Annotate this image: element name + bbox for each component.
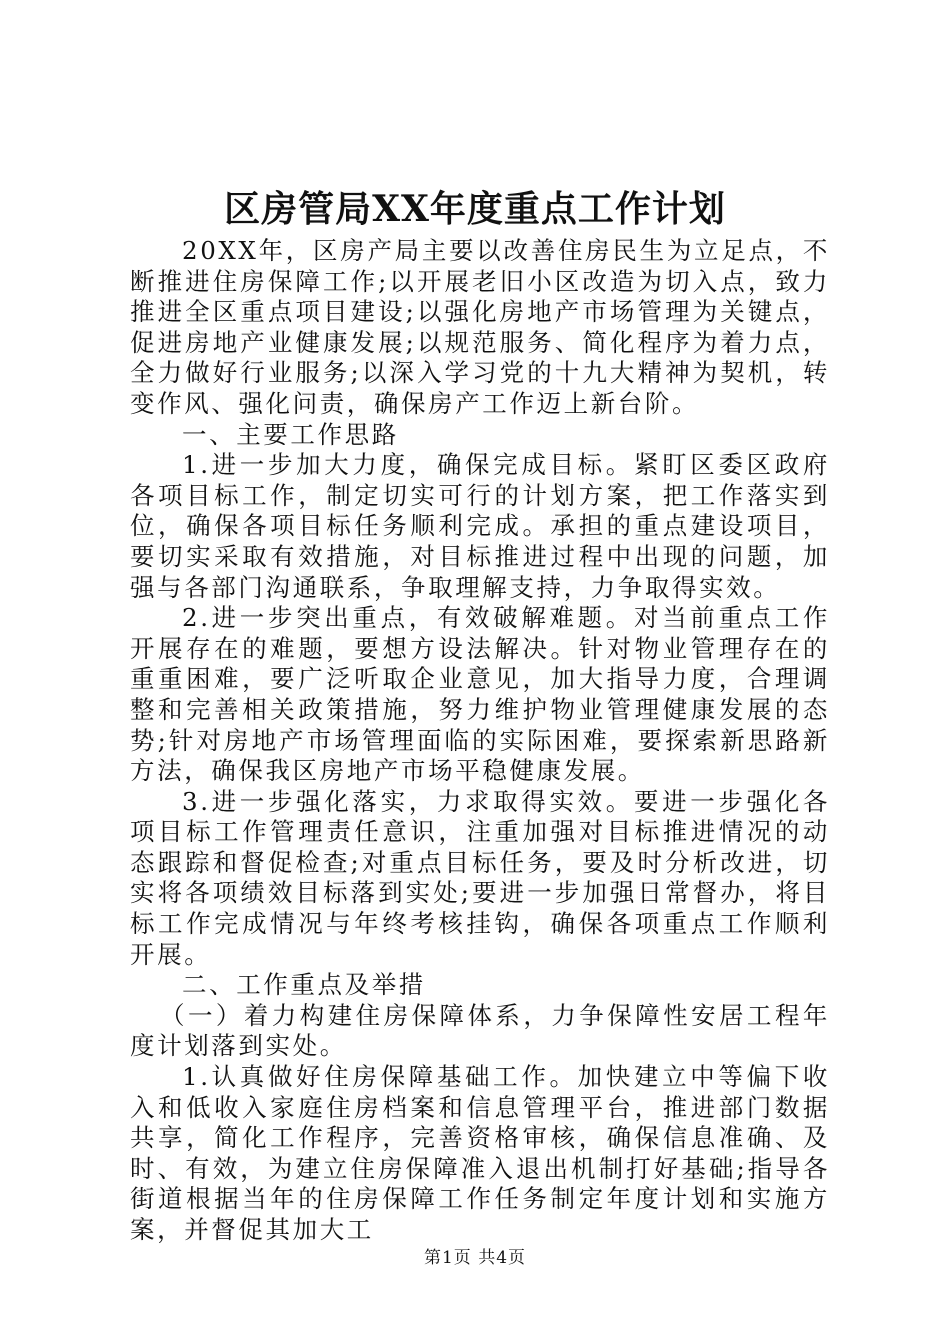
intro-paragraph: 20XX年，区房产局主要以改善住房民生为立足点，不断推进住房保障工作;以开展老旧小区改造为切入点，致力推进全区重点项目建设;以强化房地产市场管理为关键点，促进房地产业健康发展;以规范服务、简化程序为着力点，全力做好行业服务;以深入学习党的十九大精神为契机，转变作风、强化问责，确保房产工作迈上新台阶。	[130, 236, 830, 418]
document-body	[130, 236, 830, 1246]
section-heading-2: 二、工作重点及举措	[182, 970, 426, 1000]
page-footer: 第1页 共4页	[423, 1248, 527, 1268]
paragraph-item-3: 3.进一步强化落实，力求取得实效。要进一步强化各项目标工作管理责任意识，注重加强对目标推进情况的动态跟踪和督促检查;对重点目标任务，要及时分析改进，切实将各项绩效目标落到实处;要进一步加强日常督办，将目标工作完成情况与年终考核挂钩，确保各项重点工作顺利开展。	[130, 786, 830, 969]
paragraph-item-1: 1.进一步加大力度，确保完成目标。紧盯区委区政府各项目标工作，制定切实可行的计划方案，把工作落实到位，确保各项目标任务顺利完成。承担的重点建设项目，要切实采取有效措施，对目标推进过程中出现的问题，加强与各部门沟通联系，争取理解支持，力争取得实效。	[130, 450, 830, 602]
section-heading-1: 一、主要工作思路	[182, 419, 399, 449]
document-title: 区房管局XX年度重点工作计划	[224, 188, 726, 230]
subsection-heading-1: （一）着力构建住房保障体系，力争保障性安居工程年度计划落到实处。	[130, 1000, 830, 1061]
paragraph-subitem-1: 1.认真做好住房保障基础工作。加快建立中等偏下收入和低收入家庭住房档案和信息管理平台，推进部门数据共享，简化工作程序，完善资格审核，确保信息准确、及时、有效，为建立住房保障准入退出机制打好基础;指导各街道根据当年的住房保障工作任务制定年度计划和实施方案，并督促其加大工	[130, 1062, 830, 1244]
paragraph-item-2: 2.进一步突出重点，有效破解难题。对当前重点工作开展存在的难题，要想方设法解决。针对物业管理存在的重重困难，要广泛听取企业意见，加大指导力度，合理调整和完善相关政策措施，努力维护物业管理健康发展的态势;针对房地产市场管理面临的实际困难，要探索新思路新方法，确保我区房地产市场平稳健康发展。	[130, 603, 830, 786]
